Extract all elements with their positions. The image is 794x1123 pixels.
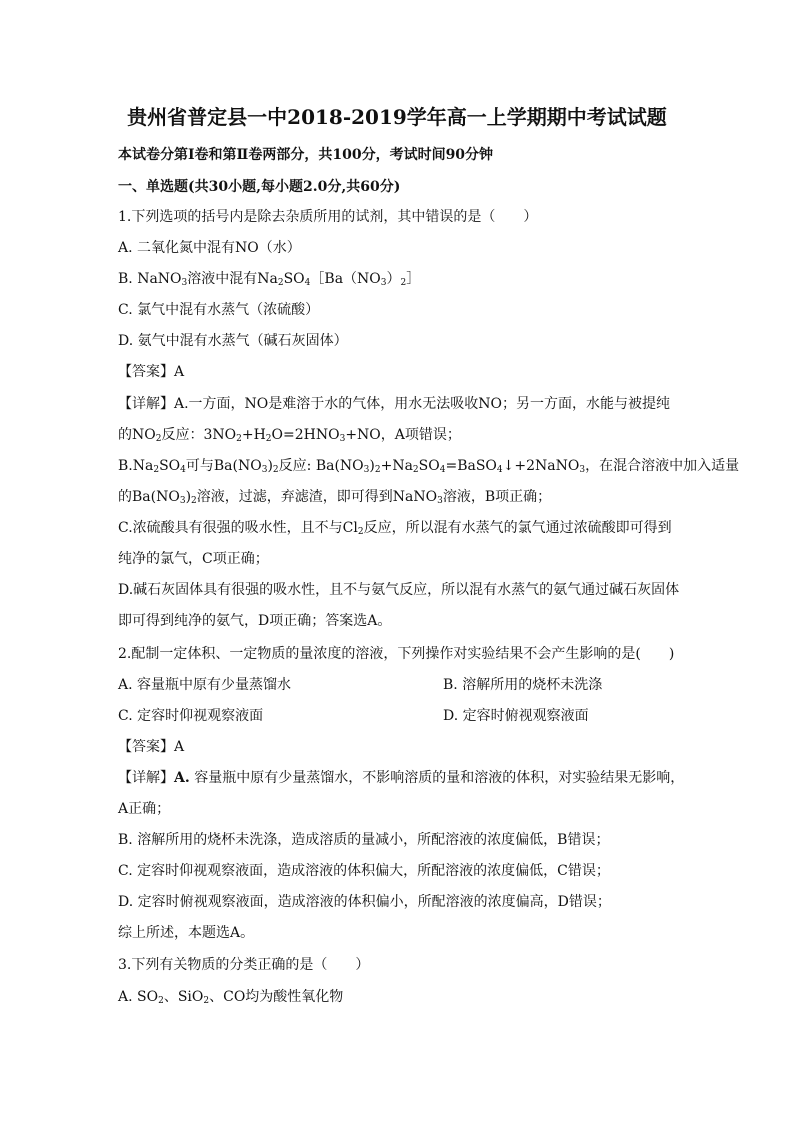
- question-1-detail-line: D.碱石灰固体具有很强的吸水性，且不与氨气反应，所以混有水蒸气的氨气通过碱石灰固体: [118, 582, 680, 598]
- question-2-detail-line: 综上所述，本题选A。: [118, 925, 255, 941]
- page-title: 贵州省普定县一中2018-2019学年高一上学期期中考试试题: [127, 105, 667, 129]
- question-2-detail-line: C. 定容时仰视观察液面，造成溶液的体积偏大，所配溶液的浓度偏低，C错误；: [118, 863, 610, 879]
- question-2-option-b: B. 溶解所用的烧杯未洗涤: [443, 677, 603, 693]
- question-1-detail-line: $B.Na_2SO_4$可与$Ba(NO_3)_2$反应: $Ba(NO_3)_2+Na_2SO_4=BaSO_4↓+2NaNO_3$，在混合溶液中加入适量: [118, 458, 740, 475]
- exam-info: 本试卷分第Ⅰ卷和第Ⅱ卷两部分，共100分，考试时间90分钟: [118, 147, 494, 163]
- question-1-answer: 【答案】A: [118, 364, 185, 380]
- question-2-detail-line: D. 定容时俯视观察液面，造成溶液的体积偏小，所配溶液的浓度偏高，D错误；: [118, 894, 611, 910]
- question-1-detail-line: C.浓硫酸具有很强的吸水性，且不与$Cl_2$反应，所以混有水蒸气的氯气通过浓硫酸即可得到: [118, 520, 672, 537]
- question-1-detail-line: 的$NO_2$反应：$3NO_2+H_2O=2HNO_3+NO$，A项错误；: [118, 427, 461, 444]
- section-heading: 一、单选题(共30小题,每小题2.0分,共60分): [118, 179, 401, 195]
- question-2-option-c: C. 定容时仰视观察液面: [118, 708, 264, 724]
- question-1-option-b: B. NaNO$_3$溶液中混有$Na_2SO_4[Ba(NO_3)_2]$: [118, 271, 421, 288]
- question-3-stem: 3.下列有关物质的分类正确的是（ ）: [118, 957, 370, 973]
- question-2-answer: 【答案】A: [118, 739, 185, 755]
- question-1-detail-line: 的$Ba(NO_3)_2$溶液，过滤，弃滤渣，即可得到NaNO$_3$溶液，B项正确；: [118, 489, 552, 506]
- question-1-option-a: A. 二氧化氮中混有NO（水）: [118, 240, 301, 256]
- question-2-detail-line: 【详解】A. 容量瓶中原有少量蒸馏水，不影响溶质的量和溶液的体积，对实验结果无影响，: [118, 770, 685, 786]
- question-2-detail-line: B. 溶解所用的烧杯未洗涤，造成溶质的量减小，所配溶液的浓度偏低，B错误；: [118, 832, 610, 848]
- question-3-option-a: A. $SO_2$、SiO$_2$、CO均为酸性氧化物: [118, 989, 344, 1006]
- question-1-option-c: C. 氯气中混有水蒸气（浓硫酸）: [118, 302, 320, 318]
- question-1-detail-line: 【详解】A.一方面，NO是难溶于水的气体，用水无法吸收NO；另一方面，水能与被提纯: [118, 396, 671, 412]
- question-1-detail-line: 纯净的氯气，C项正确；: [118, 551, 269, 567]
- question-2-detail-line: A正确；: [118, 801, 171, 817]
- question-2-option-a: A. 容量瓶中原有少量蒸馏水: [118, 677, 292, 693]
- question-1-stem: 1.下列选项的括号内是除去杂质所用的试剂，其中错误的是（ ）: [118, 209, 538, 225]
- question-1-option-d: D. 氨气中混有水蒸气（碱石灰固体）: [118, 333, 348, 349]
- question-2-stem: 2.配制一定体积、一定物质的量浓度的溶液，下列操作对实验结果不会产生影响的是( ): [118, 646, 675, 662]
- question-2-option-d: D. 定容时俯视观察液面: [443, 708, 589, 724]
- question-1-detail-line: 即可得到纯净的氨气，D项正确；答案选A。: [118, 613, 392, 629]
